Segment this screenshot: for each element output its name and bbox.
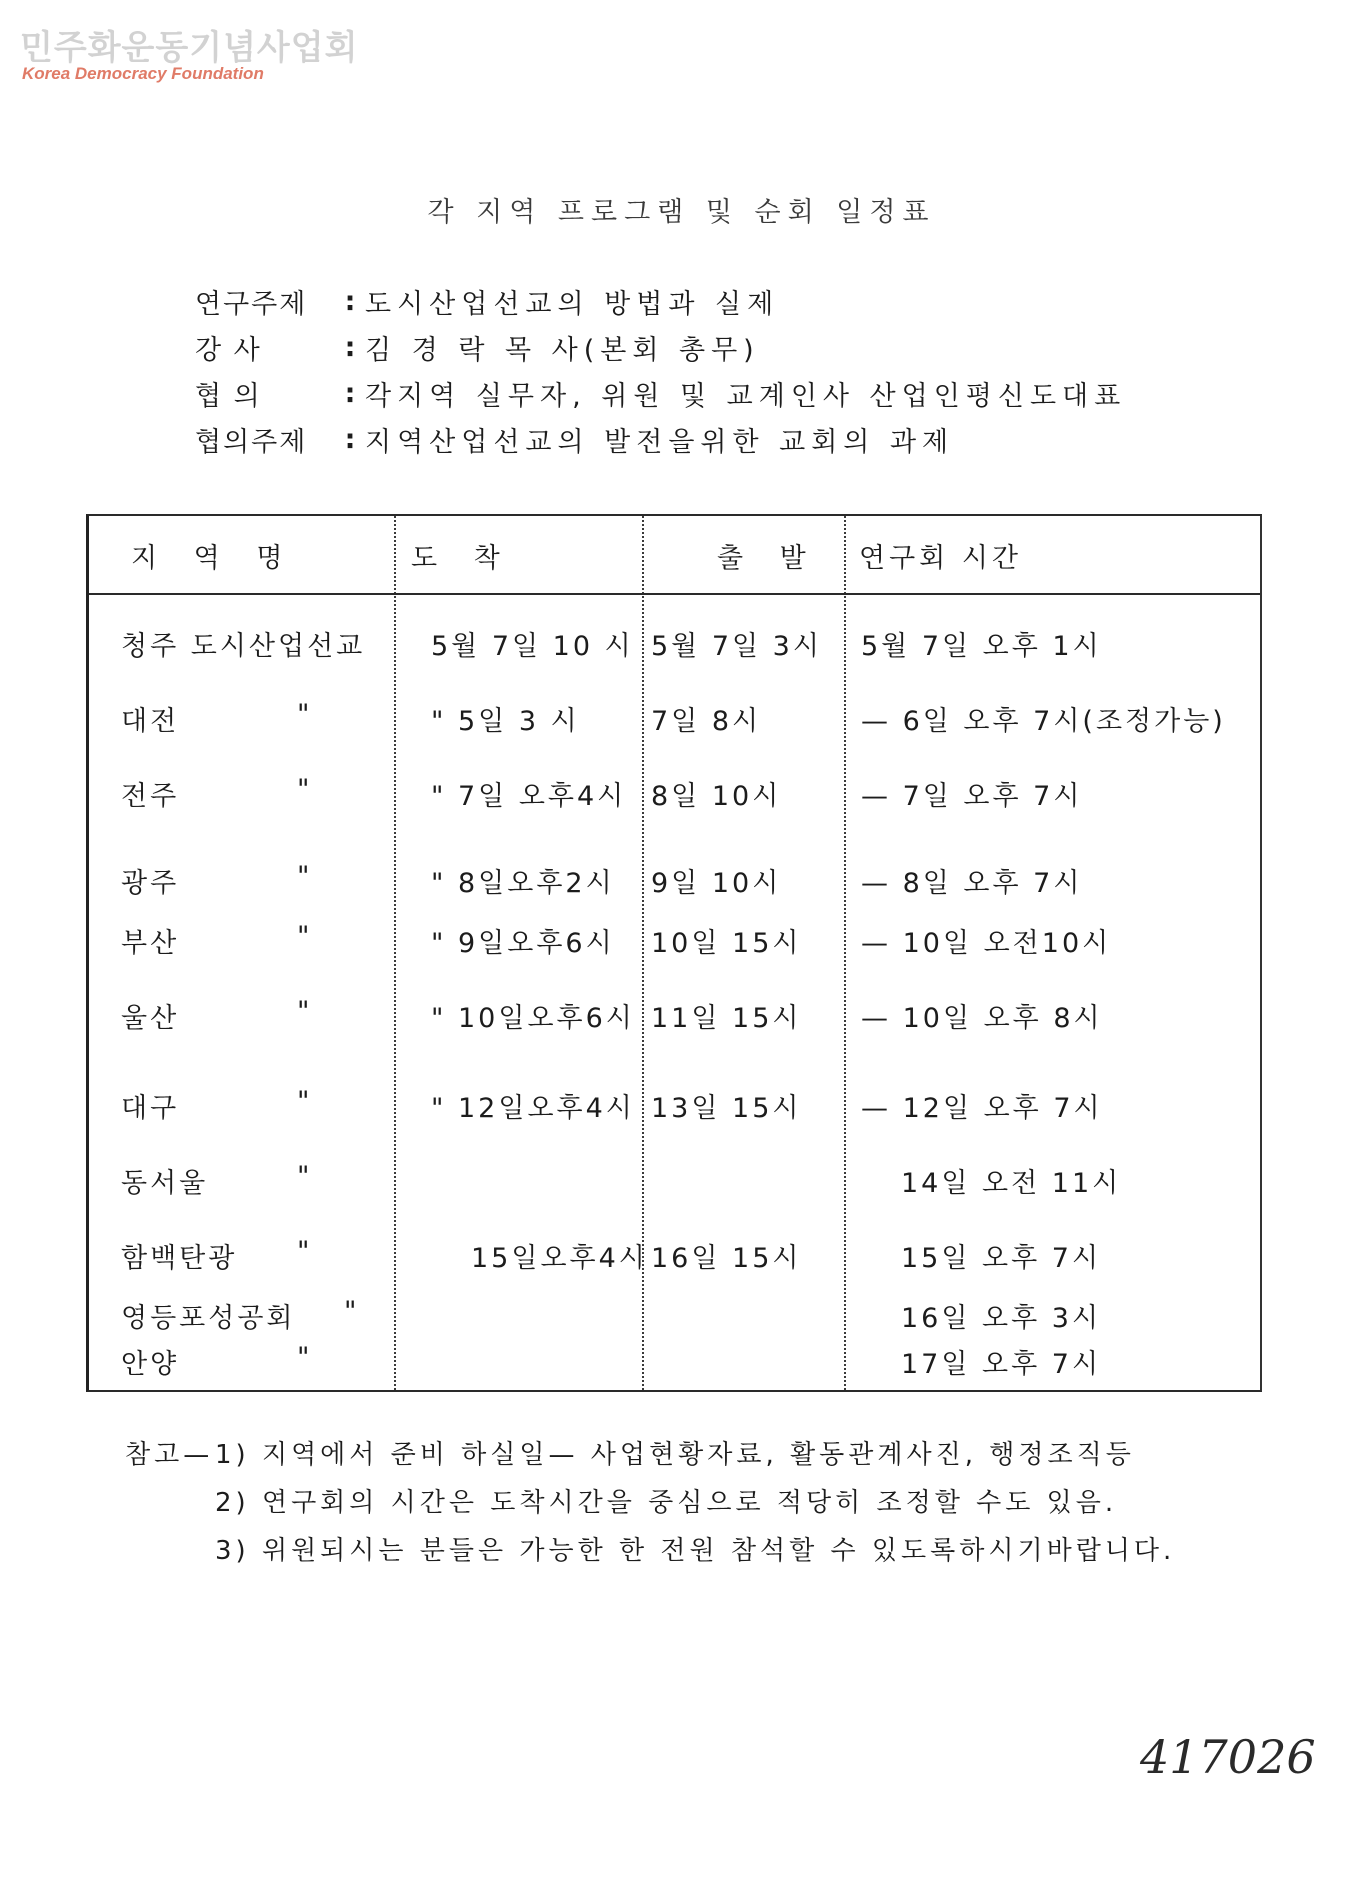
- info-colon: :: [344, 331, 356, 363]
- info-label: 협의주제: [195, 426, 308, 458]
- cell-region: 대전: [121, 706, 180, 737]
- cell-arrival: " 10일오후6시: [431, 1003, 635, 1034]
- schedule-table: [86, 514, 1262, 1392]
- table-row: [89, 624, 1260, 668]
- cell-arrival: " 9일오후6시: [431, 928, 615, 959]
- cell-departure: 7일 8시: [651, 706, 762, 737]
- cell-arrival: " 7일 오후4시: [431, 781, 627, 812]
- table-row: [89, 1296, 1260, 1340]
- table-row: [89, 921, 1260, 965]
- header-meeting: 연구회 시간: [859, 543, 1022, 574]
- info-label: 연구주제: [195, 288, 308, 320]
- cell-ditto: ": [297, 861, 313, 892]
- info-value: 지역산업선교의 발전을위한 교회의 과제: [365, 426, 955, 458]
- cell-departure: 16일 15시: [651, 1243, 802, 1274]
- note-item: [125, 1428, 1175, 1476]
- cell-departure: 8일 10시: [651, 781, 782, 812]
- cell-region: 청주 도시산업선교: [121, 631, 366, 662]
- table-row: [89, 1236, 1260, 1280]
- info-label: 협 의: [195, 380, 262, 412]
- table-row: [89, 1086, 1260, 1130]
- note-item: [125, 1524, 1175, 1572]
- cell-departure: 10일 15시: [651, 928, 802, 959]
- cell-ditto: ": [297, 774, 313, 805]
- table-row: [89, 1161, 1260, 1205]
- cell-departure: 5월 7일 3시: [651, 631, 822, 662]
- table-row: [89, 699, 1260, 743]
- cell-region: 광주: [121, 868, 180, 899]
- cell-arrival: 5월 7일 10 시: [431, 631, 634, 662]
- notes-block: [125, 1428, 1175, 1572]
- note-text: 2) 연구회의 시간은 도착시간을 중심으로 적당히 조정할 수도 있음.: [215, 1487, 1118, 1518]
- cell-region: 동서울: [121, 1168, 209, 1199]
- cell-arrival: " 8일오후2시: [431, 868, 615, 899]
- cell-meeting: 17일 오후 7시: [901, 1349, 1102, 1380]
- cell-meeting: 5월 7일 오후 1시: [861, 631, 1102, 662]
- cell-meeting: — 6일 오후 7시(조정가능): [861, 706, 1226, 737]
- cell-region: 영등포성공회: [121, 1303, 296, 1334]
- header-region: 지 역 명: [131, 543, 297, 574]
- cell-ditto: ": [344, 1296, 360, 1327]
- cell-meeting: — 12일 오후 7시: [861, 1093, 1103, 1124]
- header-departure: 출 발: [717, 543, 820, 574]
- header-arrival: 도 착: [411, 543, 514, 574]
- cell-meeting: 15일 오후 7시: [901, 1243, 1102, 1274]
- watermark-english: Korea Democracy Foundation: [22, 64, 264, 83]
- cell-ditto: ": [297, 699, 313, 730]
- note-text: 3) 위원되시는 분들은 가능한 한 전원 참석할 수 있도록하시기바랍니다.: [215, 1535, 1176, 1566]
- cell-meeting: — 7일 오후 7시: [861, 781, 1083, 812]
- cell-region: 전주: [121, 781, 180, 812]
- cell-arrival: 15일오후4시: [471, 1243, 648, 1274]
- cell-ditto: ": [297, 1086, 313, 1117]
- cell-departure: 9일 10시: [651, 868, 782, 899]
- cell-meeting: — 8일 오후 7시: [861, 868, 1083, 899]
- info-value: 도시산업선교의 방법과 실제: [365, 288, 780, 320]
- cell-region: 울산: [121, 1003, 180, 1034]
- cell-ditto: ": [297, 1342, 313, 1373]
- watermark-korean: 민주화운동기념사업회: [20, 28, 359, 68]
- info-colon: :: [344, 423, 356, 455]
- table-row: [89, 861, 1260, 905]
- cell-arrival: " 5일 3 시: [431, 706, 580, 737]
- cell-ditto: ": [297, 996, 313, 1027]
- cell-meeting: 14일 오전 11시: [901, 1168, 1122, 1199]
- cell-departure: 13일 15시: [651, 1093, 802, 1124]
- cell-region: 부산: [121, 928, 180, 959]
- cell-meeting: — 10일 오후 8시: [861, 1003, 1103, 1034]
- info-value: 각지역 실무자, 위원 및 교계인사 산업인평신도대표: [365, 380, 1127, 412]
- cell-meeting: — 10일 오전10시: [861, 928, 1112, 959]
- info-row: [195, 278, 1126, 324]
- info-block: [195, 278, 1126, 462]
- cell-ditto: ": [297, 921, 313, 952]
- cell-meeting: 16일 오후 3시: [901, 1303, 1102, 1334]
- info-colon: :: [344, 377, 356, 409]
- info-value: 김 경 락 목 사(본회 총무): [365, 334, 760, 366]
- info-row: [195, 324, 1126, 370]
- header-divider: [89, 593, 1260, 595]
- note-text: 1) 지역에서 준비 하실일— 사업현황자료, 활동관계사진, 행정조직등: [215, 1439, 1135, 1470]
- table-row: [89, 996, 1260, 1040]
- cell-region: 함백탄광: [121, 1243, 238, 1274]
- info-row: [195, 416, 1126, 462]
- document-number: 417026: [1140, 1730, 1316, 1784]
- table-row: [89, 774, 1260, 818]
- table-row: [89, 1342, 1260, 1386]
- info-colon: :: [344, 285, 356, 317]
- cell-region: 안양: [121, 1349, 180, 1380]
- info-label: 강 사: [195, 334, 262, 366]
- cell-arrival: " 12일오후4시: [431, 1093, 635, 1124]
- info-row: [195, 370, 1126, 416]
- cell-region: 대구: [121, 1093, 180, 1124]
- note-item: [125, 1476, 1175, 1524]
- cell-ditto: ": [297, 1161, 313, 1192]
- document-title: 각 지역 프로그램 및 순회 일정표: [427, 197, 936, 228]
- cell-ditto: ": [297, 1236, 313, 1267]
- cell-departure: 11일 15시: [651, 1003, 802, 1034]
- notes-heading: 참고—: [125, 1439, 214, 1470]
